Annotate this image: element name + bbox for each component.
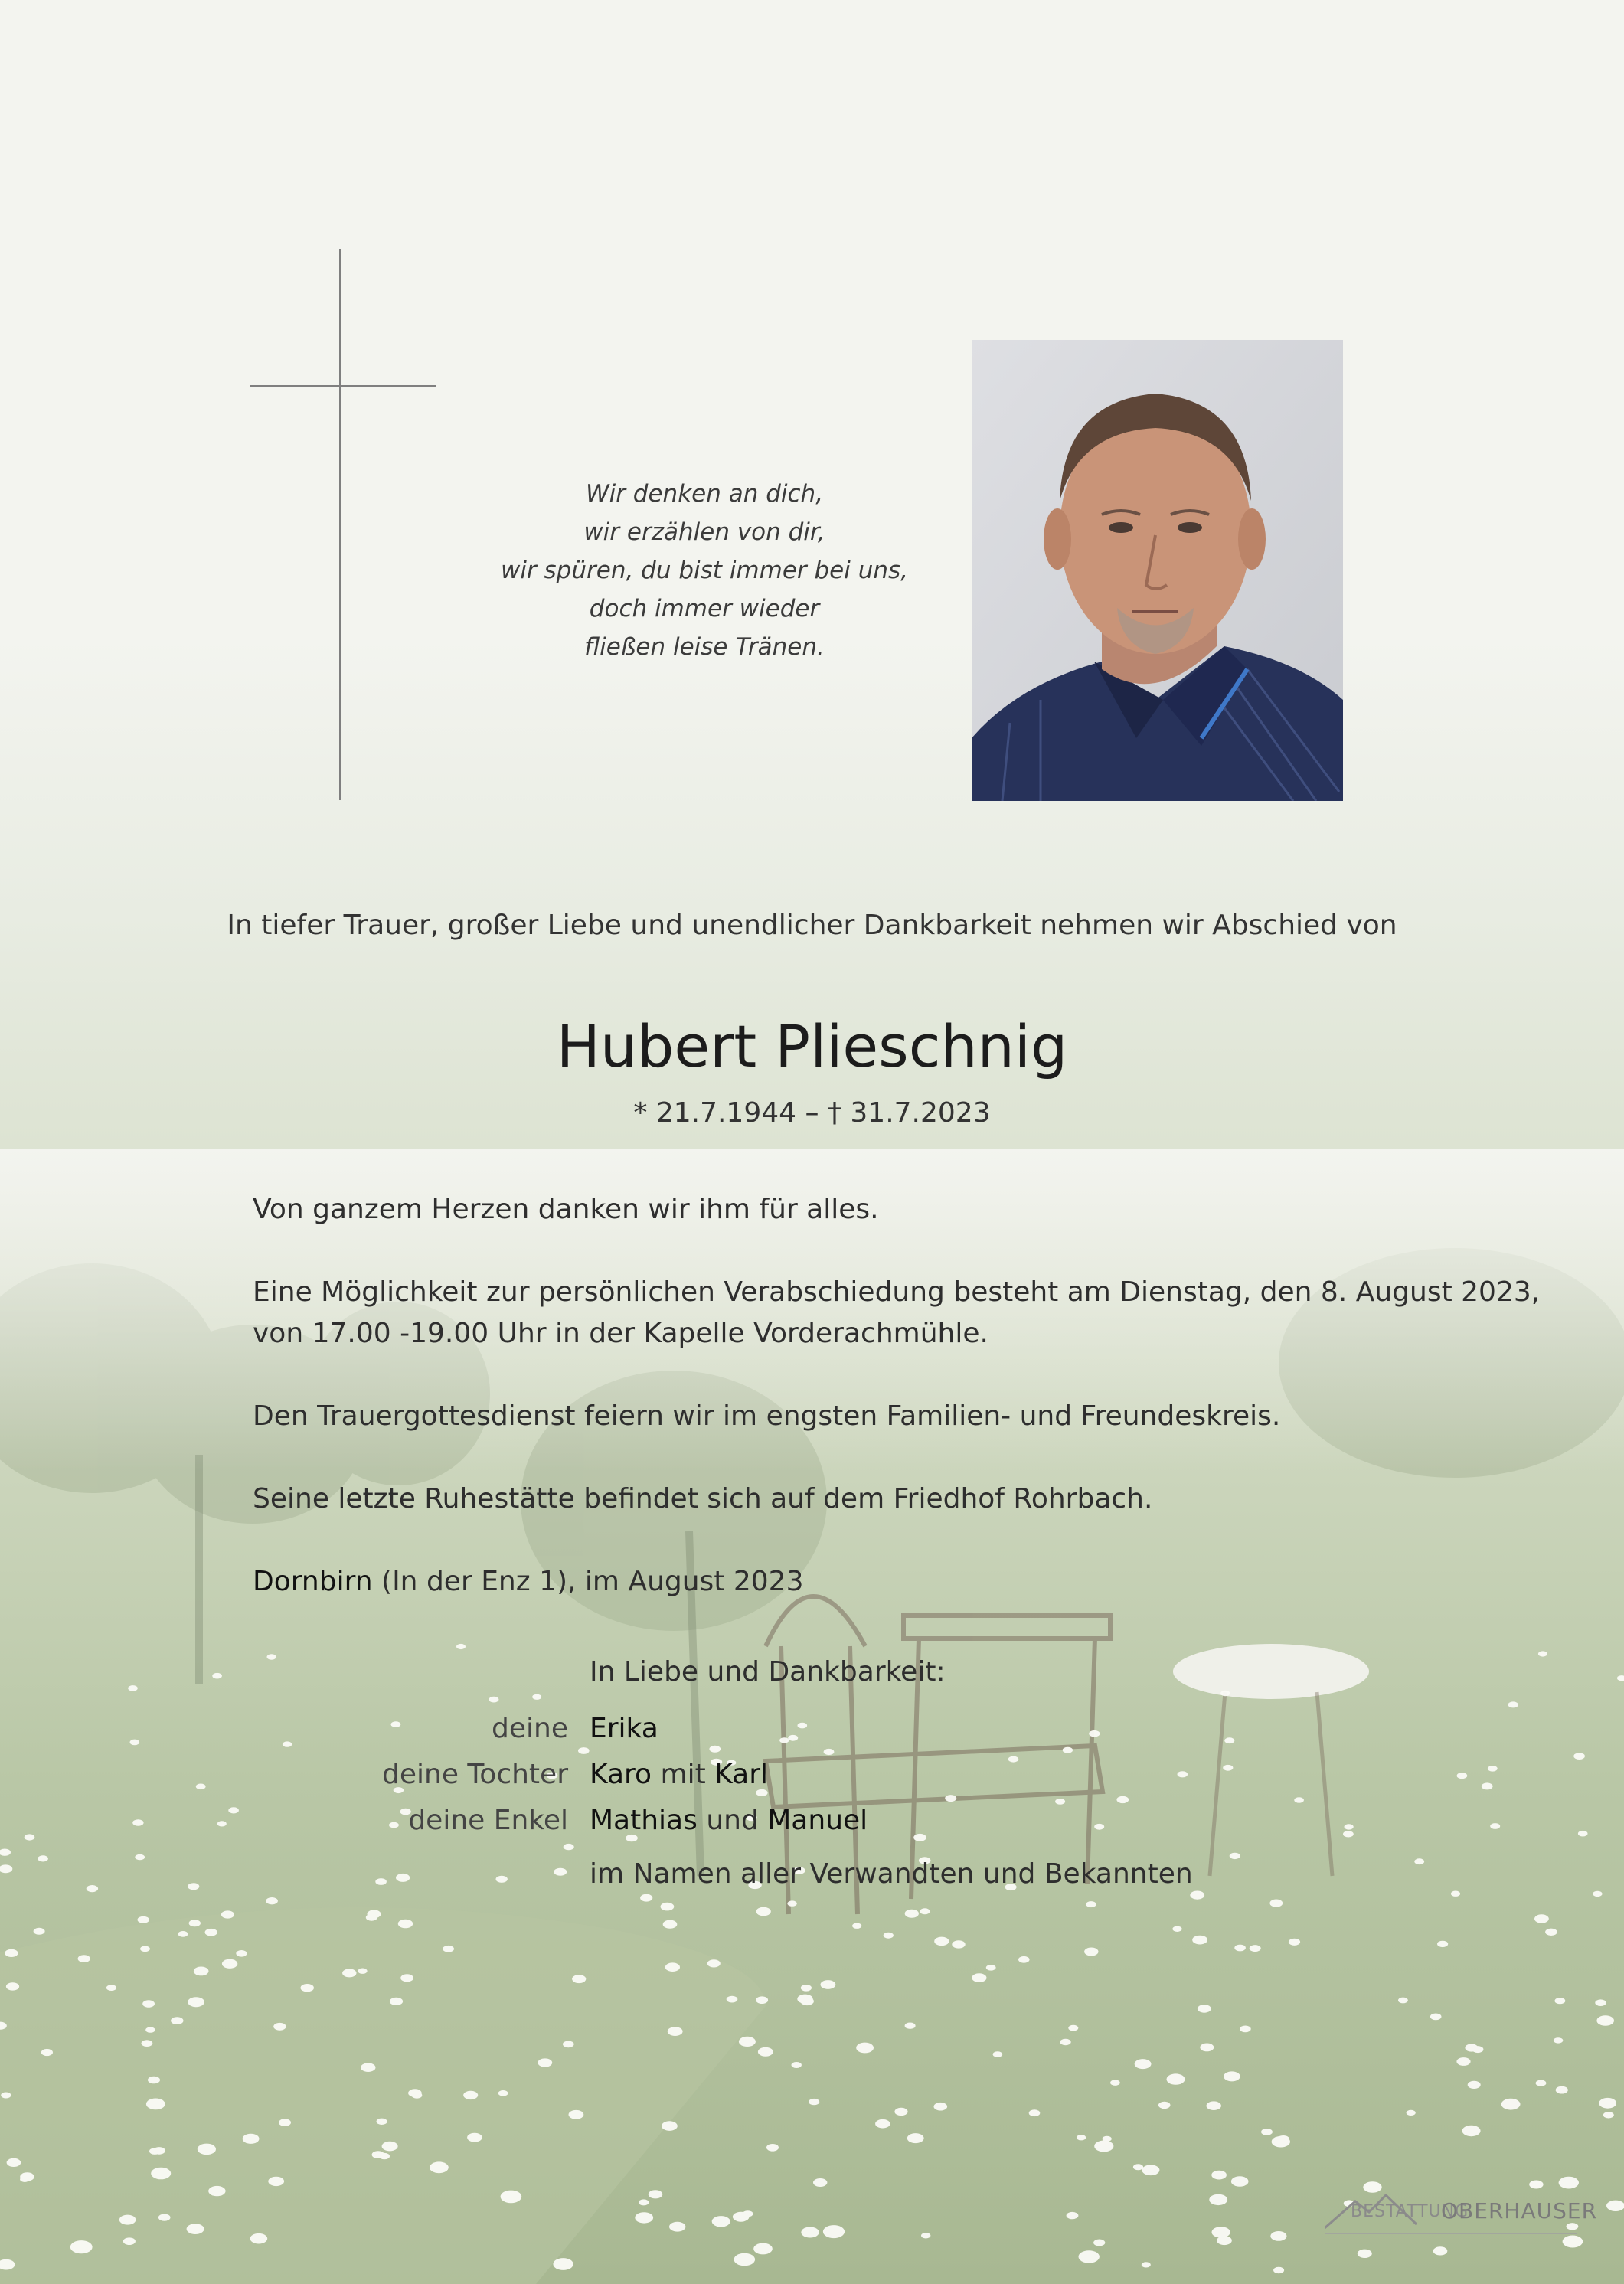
daisy-flower (1172, 1926, 1181, 1932)
daisy-flower (377, 2119, 387, 2125)
daisy-flower (243, 2134, 260, 2144)
daisy-flower (142, 2040, 153, 2047)
daisy-flower (1433, 2246, 1448, 2255)
daisy-flower (236, 1950, 247, 1957)
daisy-flower (1231, 2176, 1249, 2187)
daisy-flower (1198, 2005, 1211, 2013)
daisy-flower (375, 1878, 387, 1885)
daisy-flower (20, 2177, 29, 2182)
daisy-flower (801, 1985, 812, 1992)
daisy-flower (639, 2199, 649, 2205)
mourner-row (0, 1805, 1624, 1849)
daisy-flower (1192, 1936, 1207, 1945)
daisy-flower (1, 2093, 11, 2099)
daisy-flower (1067, 2212, 1079, 2219)
daisy-flower (430, 2161, 449, 2173)
daisy-flower (1273, 2267, 1284, 2273)
daisy-flower (934, 1937, 949, 1946)
daisy-flower (273, 2023, 286, 2031)
cross-horizontal-line (250, 385, 436, 387)
daisy-flower (553, 2258, 573, 2270)
daisy-flower (366, 1914, 377, 1921)
daisy-flower (801, 2227, 819, 2238)
daisy-flower (267, 1654, 276, 1659)
daisy-flower (662, 2121, 678, 2131)
poem-line: fließen leise Tränen. (584, 633, 825, 661)
daisy-flower (792, 2062, 802, 2068)
daisy-flower (128, 1685, 138, 1691)
mourner-relation: deine Enkel (408, 1805, 568, 1836)
daisy-flower (1211, 2171, 1227, 2180)
daisy-flower (1407, 2110, 1416, 2116)
daisy-flower (400, 1974, 413, 1982)
daisy-flower (1220, 1691, 1230, 1696)
daisy-flower (151, 2168, 171, 2180)
daisy-flower (194, 1967, 209, 1976)
daisy-flower (398, 1920, 413, 1929)
daisy-flower (1555, 1998, 1566, 2004)
daisy-flower (1472, 2046, 1484, 2053)
poem-line: doch immer wieder (589, 595, 820, 622)
daisy-flower (1086, 1901, 1096, 1907)
daisy-flower (569, 2110, 584, 2119)
service-paragraph: Den Trauergottesdienst feiern wir im engsten Familien- und Freundeskreis. (253, 1400, 1281, 1432)
daisy-flower (532, 1694, 541, 1700)
daisy-flower (456, 1644, 466, 1649)
mourner-row (0, 1713, 1624, 1757)
mourner-connector: und (697, 1805, 768, 1836)
daisy-flower (1250, 1945, 1261, 1952)
daisy-flower (669, 2222, 685, 2232)
daisy-flower (135, 1854, 145, 1861)
daisy-flower (1261, 2129, 1273, 2135)
daisy-flower (1110, 2080, 1120, 2086)
daisy-flower (668, 2027, 683, 2036)
daisy-flower (894, 2108, 907, 2116)
daisy-flower (189, 1920, 201, 1926)
daisy-flower (1554, 2037, 1563, 2043)
daisy-flower (148, 2077, 160, 2084)
daisy-flower (952, 1940, 965, 1948)
daisy-flower (727, 1996, 738, 2003)
poem-line: Wir denken an dich, (585, 480, 824, 508)
daisy-flower (1599, 2098, 1616, 2109)
daisy-flower (1079, 2250, 1100, 2263)
daisy-flower (412, 2092, 423, 2098)
poem-line: wir spüren, du bist immer bei uns, (500, 557, 909, 584)
daisy-flower (198, 2144, 216, 2155)
mourner-relation: deine (492, 1713, 568, 1744)
thanks-paragraph: Von ganzem Herzen danken wir ihm für alles. (253, 1194, 879, 1225)
daisy-flower (1060, 2039, 1071, 2045)
daisy-flower (649, 2190, 663, 2198)
daisy-flower (106, 1985, 116, 1991)
daisy-flower (7, 2158, 21, 2167)
daisy-flower (813, 2178, 827, 2187)
funeral-home-logo (1325, 2186, 1598, 2240)
daisy-flower (920, 1908, 930, 1914)
daisy-flower (140, 1946, 150, 1952)
daisy-flower (496, 1876, 508, 1883)
daisy-flower (1142, 2262, 1151, 2267)
daisy-flower (396, 1874, 410, 1882)
daisy-flower (171, 2017, 183, 2024)
daisy-flower (38, 1855, 48, 1861)
daisy-flower (1029, 2109, 1041, 2116)
daisy-flower (501, 2191, 522, 2204)
place-date-line (253, 1561, 1401, 1603)
daisy-flower (1234, 1945, 1246, 1952)
daisy-flower (635, 2212, 653, 2223)
daisy-flower (372, 2151, 384, 2158)
daisy-flower (823, 2225, 845, 2238)
mourner-name: Karl (714, 1759, 768, 1790)
daisy-flower (467, 2133, 482, 2142)
daisy-flower (800, 1998, 814, 2006)
daisy-flower (554, 1868, 567, 1876)
daisy-flower (934, 2103, 948, 2111)
mourners-heading: In Liebe und Dankbarkeit: (590, 1656, 946, 1688)
daisy-flower (739, 2037, 756, 2047)
daisy-flower (665, 1962, 680, 1972)
daisy-flower (221, 1910, 234, 1918)
daisy-flower (563, 2041, 574, 2047)
daisy-flower (1508, 1701, 1518, 1707)
farewell-paragraph (253, 1272, 1541, 1354)
daisy-flower (707, 1959, 721, 1967)
daisy-flower (1545, 1929, 1557, 1936)
daisy-flower (301, 1984, 314, 1992)
daisy-flower (266, 1897, 278, 1904)
daisy-flower (1451, 1891, 1460, 1897)
memorial-poem (459, 475, 949, 666)
daisy-flower (1207, 2101, 1221, 2110)
daisy-flower (758, 2047, 773, 2057)
daisy-flower (907, 2133, 924, 2143)
mourner-name: Mathias (590, 1805, 698, 1836)
daisy-flower (268, 2177, 284, 2186)
mourner-name: Manuel (767, 1805, 868, 1836)
mourner-names (590, 1713, 658, 1744)
daisy-flower (663, 1920, 678, 1929)
deceased-name: Hubert Plieschnig (556, 1012, 1068, 1080)
daisy-flower (993, 2051, 1003, 2057)
daisy-flower (187, 2224, 204, 2234)
daisy-flower (158, 2214, 171, 2220)
daisy-flower (1538, 1651, 1547, 1656)
farewell-line: von 17.00 -19.00 Uhr in der Kapelle Vorderachmühle. (253, 1318, 988, 1349)
daisy-flower (572, 1975, 586, 1983)
daisy-flower (1593, 1891, 1602, 1897)
daisy-flower (661, 1903, 675, 1911)
daisy-flower (87, 1885, 98, 1892)
daisy-flower (538, 2058, 552, 2067)
daisy-flower (756, 1996, 768, 2004)
daisy-flower (5, 1949, 18, 1957)
daisy-flower (921, 2233, 930, 2238)
logo-name: OBERHAUSER (1441, 2198, 1598, 2224)
daisy-flower (1167, 2073, 1185, 2084)
daisy-flower (250, 2233, 268, 2244)
daisy-flower (443, 1946, 454, 1952)
logo-prefix: BESTATTUNG (1351, 2202, 1469, 2221)
daisy-flower (1230, 1853, 1240, 1859)
daisy-flower (1468, 2081, 1481, 2089)
mourner-name: Karo (590, 1759, 652, 1790)
daisy-flower (1077, 2135, 1086, 2140)
daisy-flower (1595, 1999, 1606, 2006)
daisy-flower (753, 2243, 773, 2255)
daisy-flower (1142, 2165, 1159, 2175)
daisy-flower (884, 1933, 894, 1939)
daisy-flower (1603, 2112, 1614, 2118)
portrait-photo (972, 340, 1343, 801)
daisy-flower (178, 1931, 188, 1937)
daisy-flower (212, 1673, 222, 1679)
daisy-flower (1158, 2102, 1171, 2109)
daisy-flower (1212, 2227, 1230, 2237)
daisy-flower (1068, 2025, 1078, 2031)
mourner-names (590, 1759, 768, 1790)
daisy-flower (145, 2027, 155, 2032)
daisy-flower (205, 1929, 217, 1936)
daisy-flower (1133, 2164, 1143, 2170)
place-detail: (In der Enz 1), im August 2023 (372, 1566, 804, 1597)
daisy-flower (142, 2000, 155, 2008)
daisy-flower (972, 1973, 986, 1982)
mourner-name: Erika (590, 1713, 658, 1744)
daisy-flower (41, 2049, 53, 2056)
mourner-row (0, 1759, 1624, 1803)
daisy-flower (1093, 2240, 1105, 2246)
daisy-flower (1462, 2126, 1481, 2136)
daisy-flower (1209, 2194, 1227, 2205)
daisy-flower (358, 1969, 367, 1974)
daisy-flower (640, 1894, 652, 1902)
poem-line: wir erzählen von dir, (583, 518, 825, 546)
daisy-flower (856, 2043, 874, 2054)
daisy-flower (712, 2216, 730, 2227)
daisy-flower (766, 2144, 779, 2152)
daisy-flower (6, 1982, 19, 1990)
daisy-flower (489, 1697, 498, 1703)
daisy-flower (743, 2210, 753, 2217)
daisy-flower (279, 2119, 291, 2126)
intro-text: In tiefer Trauer, großer Liebe und unendlicher Dankbarkeit nehmen wir Abschied von (227, 910, 1397, 941)
daisy-flower (361, 2063, 375, 2072)
daisy-flower (787, 1900, 796, 1906)
daisy-flower (1596, 2015, 1614, 2026)
daisy-flower (390, 1998, 403, 2005)
cross-vertical-line (339, 249, 341, 800)
daisy-flower (1094, 2141, 1113, 2152)
daisy-flower (1437, 1941, 1448, 1947)
daisy-flower (222, 1959, 237, 1969)
daisy-flower (852, 1923, 861, 1929)
daisy-flower (382, 2142, 398, 2152)
daisy-flower (1534, 1914, 1549, 1923)
daisy-flower (1200, 2044, 1214, 2052)
daisy-flower (208, 2186, 225, 2196)
resting-place-paragraph: Seine letzte Ruhestätte befindet sich auf dem Friedhof Rohrbach. (253, 1483, 1153, 1514)
mourners-closing: im Namen aller Verwandten und Bekannten (590, 1858, 1193, 1890)
daisy-flower (1135, 2059, 1152, 2069)
daisy-flower (1456, 2057, 1470, 2066)
daisy-flower (78, 1955, 90, 1962)
daisy-flower (34, 1928, 45, 1935)
daisy-flower (138, 1916, 149, 1923)
daisy-flower (123, 2237, 136, 2245)
daisy-flower (463, 2091, 478, 2099)
daisy-flower (146, 2099, 165, 2110)
daisy-flower (342, 1969, 356, 1977)
daisy-flower (734, 2253, 756, 2266)
daisy-flower (1358, 2250, 1372, 2258)
daisy-flower (1224, 2071, 1240, 2081)
daisy-flower (905, 1910, 919, 1918)
daisy-flower (905, 2023, 916, 2029)
daisy-flower (1501, 2099, 1521, 2110)
daisy-flower (498, 2090, 508, 2096)
daisy-flower (809, 2099, 819, 2105)
daisy-flower (821, 1980, 836, 1989)
daisy-flower (1430, 2014, 1442, 2021)
daisy-flower (188, 1883, 199, 1890)
daisy-flower (1272, 2136, 1290, 2148)
daisy-flower (986, 1965, 996, 1971)
daisy-flower (188, 1997, 204, 2007)
daisy-flower (119, 2215, 136, 2225)
life-dates: * 21.7.1944 – † 31.7.2023 (633, 1097, 991, 1129)
daisy-flower (1289, 1939, 1300, 1946)
daisy-flower (1398, 1998, 1408, 2004)
daisy-flower (1270, 2231, 1286, 2241)
mourner-connector: mit (652, 1759, 715, 1790)
daisy-flower (1414, 1858, 1424, 1864)
place-name: Dornbirn (253, 1566, 373, 1597)
daisy-flower (1190, 1891, 1204, 1900)
daisy-flower (153, 2147, 165, 2155)
daisy-flower (1240, 2026, 1251, 2033)
mourner-names (590, 1805, 868, 1836)
daisy-flower (875, 2119, 890, 2129)
mourner-relation: deine Tochter (382, 1759, 568, 1790)
farewell-line: Eine Möglichkeit zur persönlichen Verabschiedung besteht am Dienstag, den 8. August 2023, (253, 1276, 1541, 1308)
daisy-flower (70, 2240, 93, 2253)
daisy-flower (1084, 1948, 1098, 1956)
daisy-flower (1018, 1956, 1030, 1963)
daisy-flower (1556, 2086, 1568, 2094)
daisy-flower (756, 1907, 771, 1916)
daisy-flower (1536, 2080, 1547, 2086)
daisy-flower (1269, 1900, 1283, 1907)
daisy-flower (1606, 2201, 1624, 2211)
